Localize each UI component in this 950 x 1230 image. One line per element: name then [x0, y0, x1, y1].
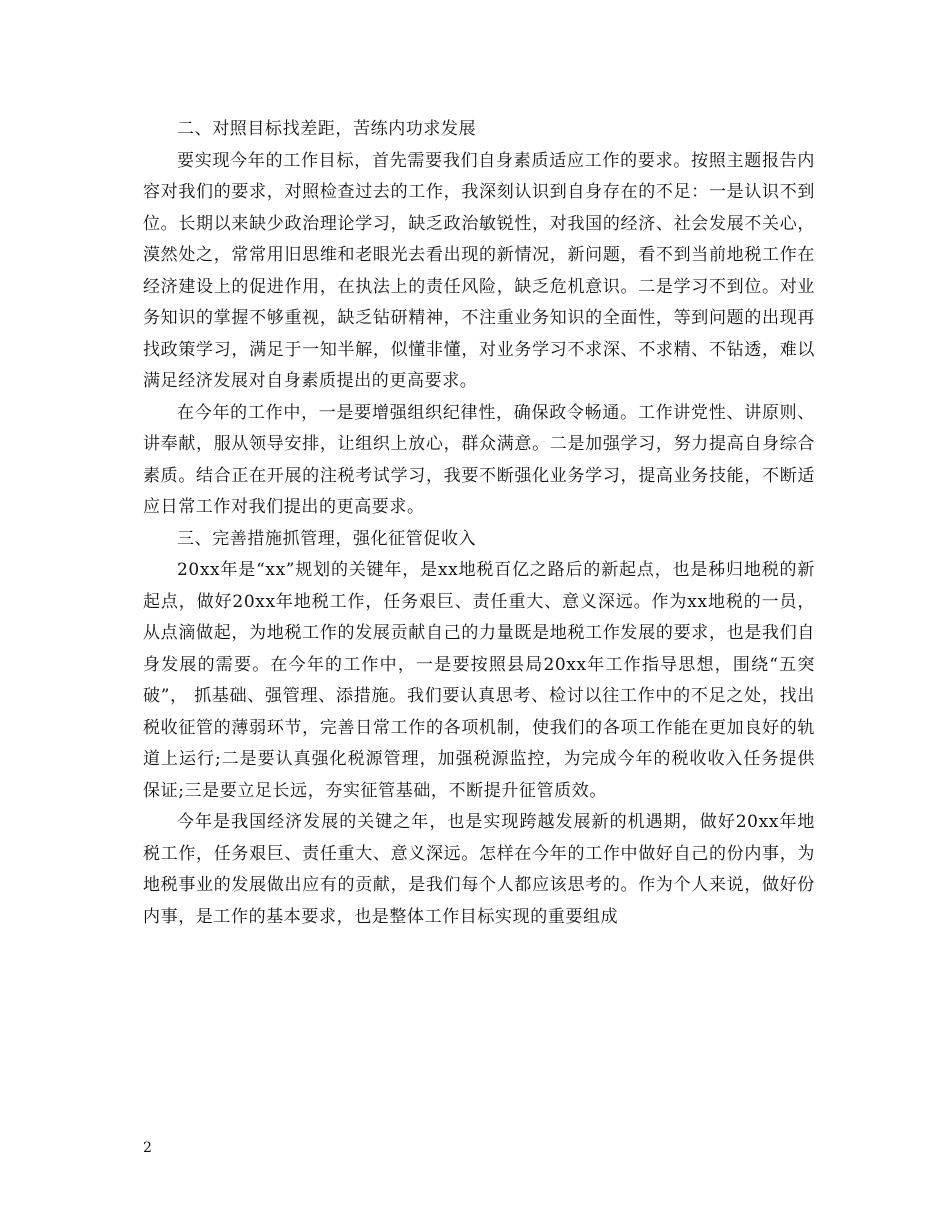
paragraph-tax-management: 20xx年是“xx”规划的关键年，是xx地税百亿之路后的新起点，也是秭归地税的新起点，做好20xx年地税工作，任务艰巨、责任重大、意义深远。作为xx地税的一员，从点滴做起，为地税工作的发展贡献自己的力量既是地税工作发展的要求，也是我们自身发展的需要。在今年的工作中，一是要按照县局20xx年工作指导思想，围绕“五突破”， 抓基础、强管理、添措施。我们要认真思考、检讨以往工作中的不足之处，找出税收征管的薄弱环节，完善日常工作的各项机制，使我们的各项工作能在更加良好的轨道上运行;二是要认真强化税源管理，加强税源监控，为完成今年的税收收入任务提供保证;三是要立足长远，夯实征管基础，不断提升征管质效。	[143, 560, 815, 801]
document-body	[143, 114, 815, 933]
page-number: 2	[143, 1140, 152, 1156]
section-heading-two: 二、对照目标找差距，苦练内功求发展	[177, 119, 477, 139]
paragraph-key-year: 今年是我国经济发展的关键之年，也是实现跨越发展新的机遇期，做好20xx年地税工作，任务艰巨、责任重大、意义深远。怎样在今年的工作中做好自己的份内事，为地税事业的发展做出应有的贡献，是我们每个人都应该思考的。作为个人来说，做好份内事，是工作的基本要求，也是整体工作目标实现的重要组成	[143, 812, 815, 927]
paragraph-self-assessment: 要实现今年的工作目标，首先需要我们自身素质适应工作的要求。按照主题报告内容对我们的要求，对照检查过去的工作，我深刻认识到自身存在的不足：一是认识不到位。长期以来缺少政治理论学习，缺乏政治敏锐性，对我国的经济、社会发展不关心，漠然处之，常常用旧思维和老眼光去看出现的新情况，新问题，看不到当前地税工作在经济建设上的促进作用，在执法上的责任风险，缺乏危机意识。二是学习不到位。对业务知识的掌握不够重视，缺乏钻研精神，不注重业务知识的全面性，等到问题的出现再找政策学习，满足于一知半解，似懂非懂，对业务学习不求深、不求精、不钻透，难以满足经济发展对自身素质提出的更高要求。	[143, 150, 815, 391]
paragraph-work-plan: 在今年的工作中，一是要增强组织纪律性，确保政令畅通。工作讲党性、讲原则、讲奉献，服从领导安排，让组织上放心，群众满意。二是加强学习，努力提高自身综合素质。结合正在开展的注税考试学习，我要不断强化业务学习，提高业务技能，不断适应日常工作对我们提出的更高要求。	[143, 402, 815, 517]
section-heading-three: 三、完善措施抓管理，强化征管促收入	[177, 528, 477, 549]
